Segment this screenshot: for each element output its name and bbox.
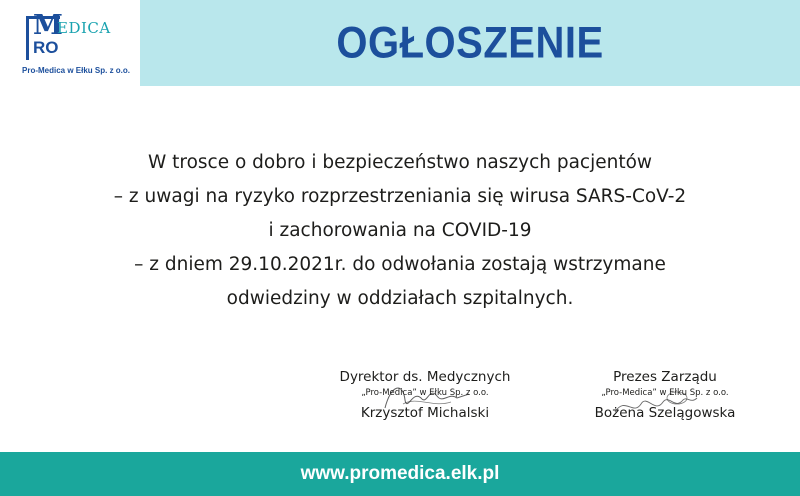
signature-name: Krzysztof Michalski xyxy=(360,405,490,421)
announcement-line: odwiedziny w oddziałach szpitalnych. xyxy=(226,288,574,309)
footer-url-link[interactable]: www.promedica.elk.pl xyxy=(300,463,500,484)
logo-letters-edica: EDICA xyxy=(57,19,111,37)
pro-medica-logo-mark xyxy=(22,12,118,60)
announcement-text xyxy=(0,146,800,316)
logo-caption: Pro-Medica w Ełku Sp. z o.o. xyxy=(22,66,131,75)
announcement-line: – z dniem 29.10.2021r. do odwołania zostają wstrzymane xyxy=(134,254,666,275)
announcement-line: i zachorowania na COVID-19 xyxy=(268,220,532,241)
signature-block-director xyxy=(325,368,525,422)
logo-letter-m: M xyxy=(33,10,63,41)
signature-role: Dyrektor ds. Medycznych xyxy=(339,369,511,385)
page-title: OGŁOSZENIE xyxy=(336,17,604,68)
signature-company: „Pro-Medica” w Ełku Sp. z o.o. xyxy=(361,388,489,398)
logo-letters-ro: RO xyxy=(33,38,59,57)
footer-band xyxy=(0,452,800,496)
signature-block-president xyxy=(565,368,765,422)
announcement-line: – z uwagi na ryzyko rozprzestrzeniania się wirusa SARS-CoV-2 xyxy=(113,186,687,207)
signature-role: Prezes Zarządu xyxy=(613,369,717,385)
logo xyxy=(0,0,140,86)
announcement-line: W trosce o dobro i bezpieczeństwo naszych pacjentów xyxy=(147,152,653,173)
signature-company: „Pro-Medica” w Ełku Sp. z o.o. xyxy=(601,388,729,398)
signature-name: Bożena Szelągowska xyxy=(594,405,736,421)
